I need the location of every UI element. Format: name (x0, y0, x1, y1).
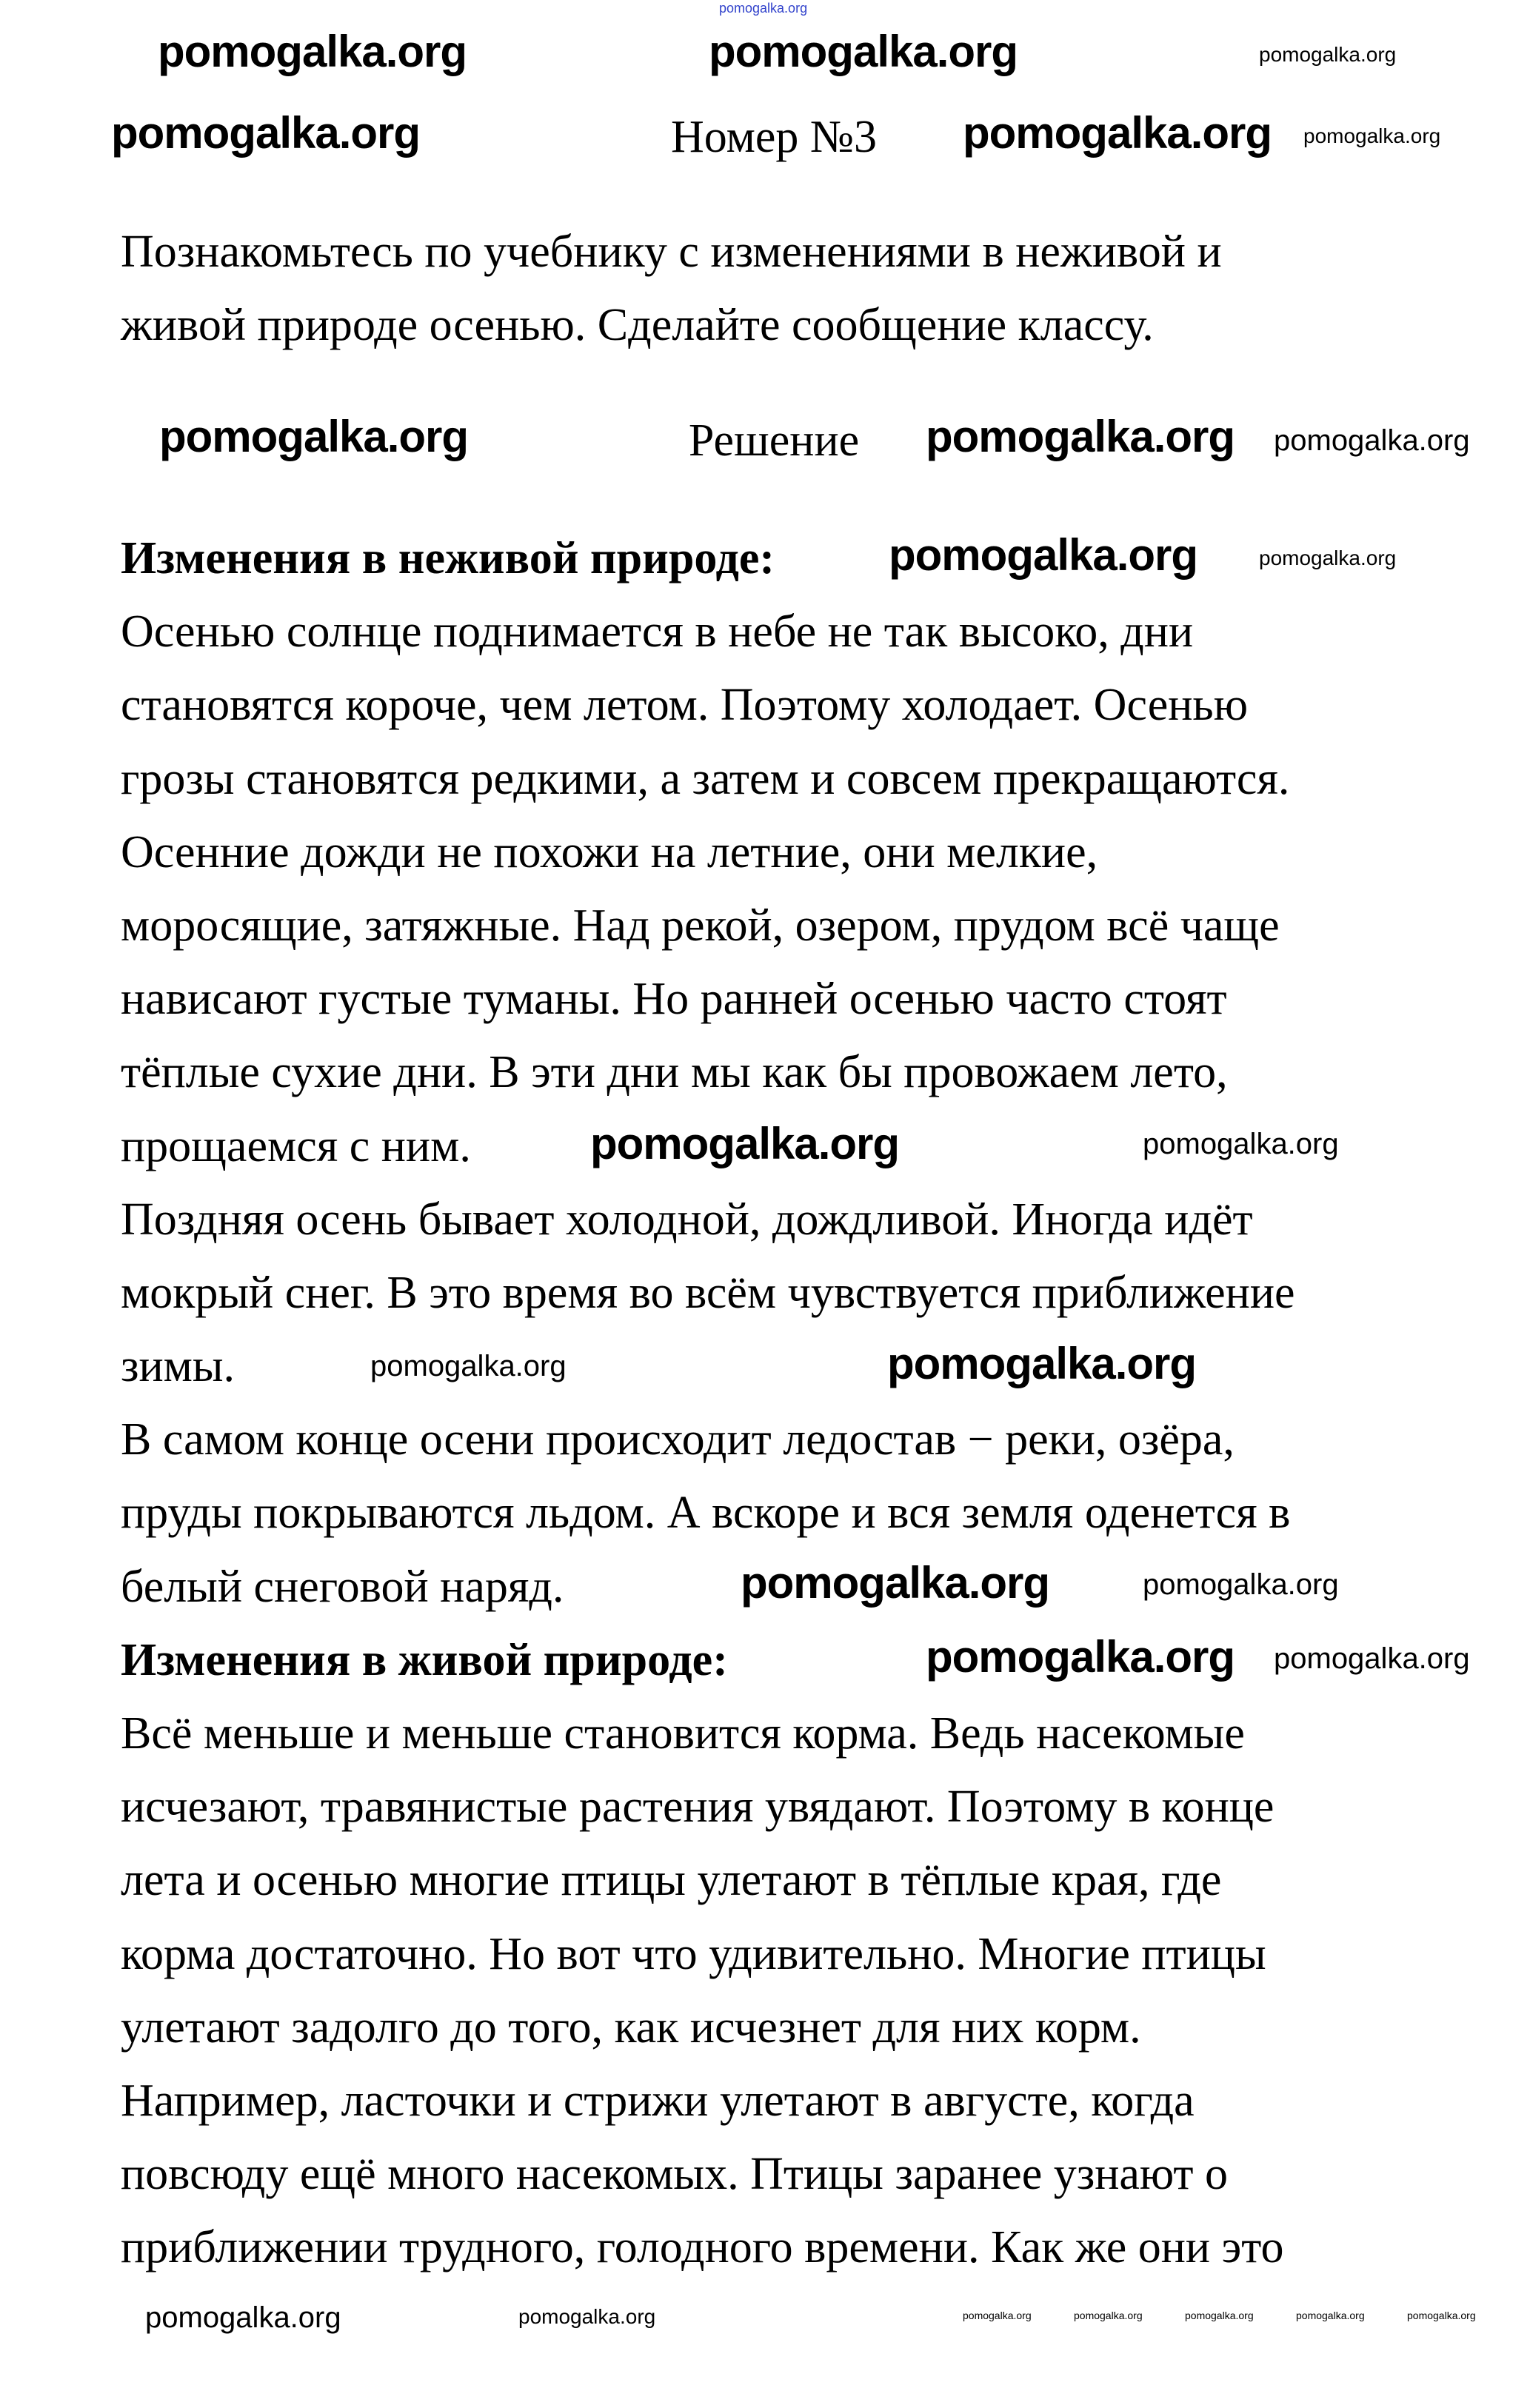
body-line: мокрый снег. В это время во всём чувствуется приближение (121, 1267, 1295, 1318)
body-line: моросящие, затяжные. Над рекой, озером, прудом всё чаще (121, 900, 1280, 951)
body-line: становятся короче, чем летом. Поэтому холодает. Осенью (121, 680, 1249, 731)
section-heading: Изменения в неживой природе: (121, 533, 775, 583)
watermark: pomogalka.org (590, 1119, 900, 1168)
watermark: pomogalka.org (963, 2310, 1032, 2321)
body-line: тёплые сухие дни. В эти дни мы как бы провожаем лето, (121, 1047, 1228, 1098)
watermark: pomogalka.org (1259, 546, 1397, 569)
watermark: pomogalka.org (145, 2301, 341, 2334)
task-line: живой природе осенью. Сделайте сообщение классу. (121, 300, 1154, 351)
body-line: зимы. (121, 1341, 235, 1392)
body-line: лета и осенью многие птицы улетают в тёплые края, где (121, 1855, 1222, 1906)
watermark-top: pomogalka.org (719, 1, 808, 16)
solution-heading: Решение (688, 415, 860, 466)
body-line: прощаемся с ним. (121, 1120, 471, 1171)
body-line: Поздняя осень бывает холодной, дождливой. Иногда идёт (121, 1194, 1253, 1245)
body-line: грозы становятся редкими, а затем и совсем прекращаются. (121, 753, 1290, 804)
page-title: Номер №3 (670, 112, 878, 162)
section-heading: Изменения в живой природе: (121, 1634, 728, 1685)
body-line: нависают густые туманы. Но ранней осенью часто стоят (121, 974, 1227, 1025)
watermark: pomogalka.org (1296, 2310, 1365, 2321)
watermark: pomogalka.org (1274, 1642, 1470, 1675)
body-line: приближении трудного, голодного времени. Как же они это (121, 2222, 1284, 2273)
body-line: Осенние дожди не похожи на летние, они мелкие, (121, 826, 1098, 877)
watermark: pomogalka.org (1143, 1128, 1339, 1160)
watermark: pomogalka.org (1143, 1568, 1339, 1601)
watermark: pomogalka.org (926, 1632, 1235, 1682)
task-line: Познакомьтесь по учебнику с изменениями в неживой и (121, 227, 1222, 277)
watermark: pomogalka.org (741, 1558, 1050, 1608)
watermark: pomogalka.org (1274, 424, 1470, 457)
watermark: pomogalka.org (111, 108, 421, 158)
body-line: белый снеговой наряд. (121, 1561, 564, 1612)
body-line: Например, ласточки и стрижи улетают в августе, когда (121, 2075, 1195, 2126)
watermark: pomogalka.org (1407, 2310, 1476, 2321)
body-line: Всё меньше и меньше становится корма. Ведь насекомые (121, 1708, 1245, 1759)
body-line: корма достаточно. Но вот что удивительно. Многие птицы (121, 1928, 1266, 1979)
solution-body (121, 522, 1295, 2285)
watermark: pomogalka.org (963, 108, 1272, 158)
watermark: pomogalka.org (887, 1339, 1197, 1388)
watermark: pomogalka.org (926, 412, 1235, 461)
body-line: В самом конце осени происходит ледостав − реки, озёра, (121, 1414, 1235, 1465)
watermark: pomogalka.org (889, 530, 1198, 580)
watermark: pomogalka.org (709, 27, 1018, 76)
body-line: Осенью солнце поднимается в небе не так высоко, дни (121, 606, 1194, 658)
watermark: pomogalka.org (370, 1350, 567, 1382)
body-line: исчезают, травянистые растения увядают. Поэтому в конце (121, 1782, 1275, 1833)
watermark: pomogalka.org (518, 2305, 656, 2328)
watermark: pomogalka.org (1185, 2310, 1254, 2321)
body-line: пруды покрываются льдом. А вскоре и вся земля оденется в (121, 1488, 1291, 1539)
watermark: pomogalka.org (159, 412, 469, 461)
body-line: улетают задолго до того, как исчезнет для них корм. (121, 2001, 1141, 2053)
watermark: pomogalka.org (1074, 2310, 1143, 2321)
watermark: pomogalka.org (1303, 124, 1441, 147)
body-line: повсюду ещё много насекомых. Птицы заранее узнают о (121, 2149, 1228, 2200)
watermark: pomogalka.org (1259, 43, 1397, 66)
watermark: pomogalka.org (158, 27, 467, 76)
task-text (121, 215, 1222, 362)
